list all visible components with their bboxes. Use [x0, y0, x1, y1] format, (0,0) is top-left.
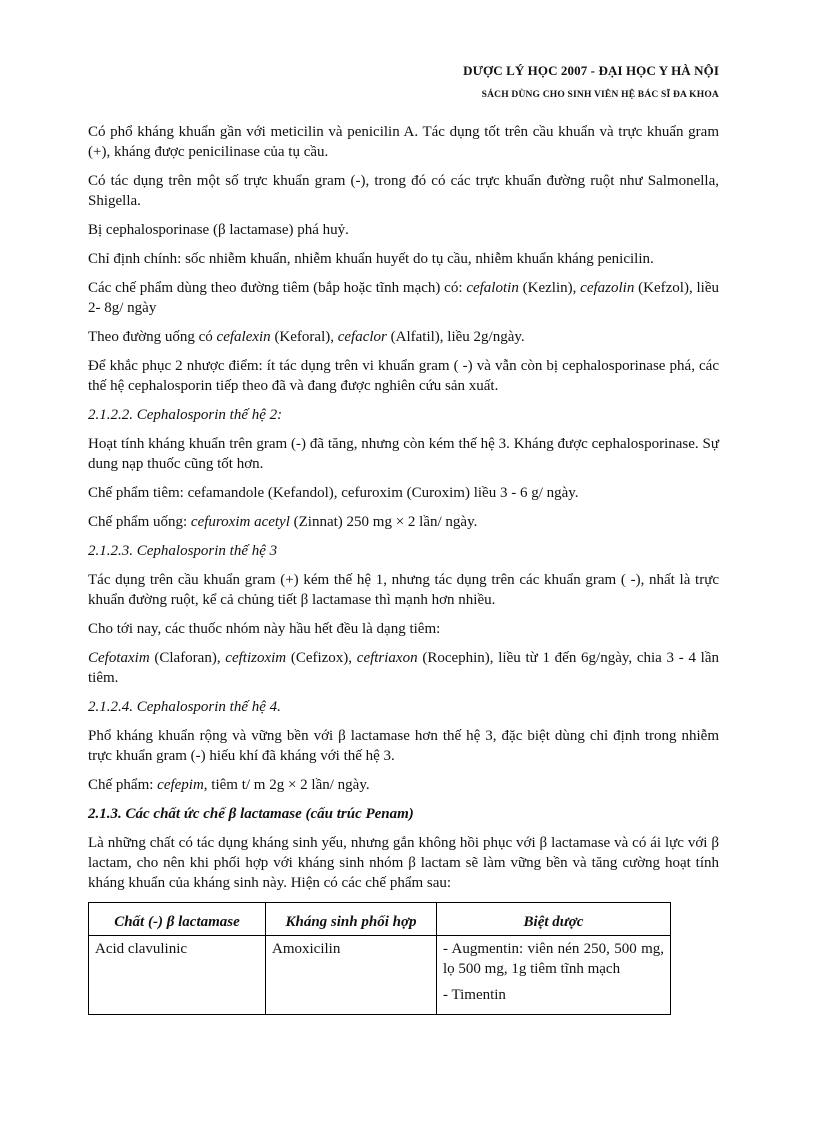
- drug-name: Cefotaxim: [88, 650, 150, 666]
- paragraph: Cho tới nay, các thuốc nhóm này hầu hết đều là dạng tiêm:: [88, 621, 441, 637]
- subsection-heading: 2.1.2.3. Cephalosporin thế hệ 3: [88, 543, 278, 559]
- paragraph: Hoạt tính kháng khuẩn trên gram (-) đã tăng, nhưng còn kém thế hệ 3. Kháng được cephalosporinase. Sự dung nạp thuốc cũng tốt hơn.: [88, 436, 719, 472]
- paragraph: Chế phẩm tiêm: cefamandole (Kefandol), cefuroxim (Curoxim) liều 3 - 6 g/ ngày.: [88, 485, 579, 501]
- paragraph: [88, 327, 719, 347]
- text: (Keforal),: [270, 329, 338, 345]
- paragraph: Tác dụng trên cầu khuẩn gram (+) kém thế hệ 1, nhưng tác dụng trên các khuẩn gram ( -), nhất là trực khuẩn đường ruột, kể cả chủng tiết β lactamase thì mạnh hơn nhiều.: [88, 572, 719, 608]
- text: (Kezlin),: [518, 280, 581, 296]
- section-heading: 2.1.3. Các chất ức chế β lactamase (cấu trúc Penam): [88, 806, 414, 822]
- column-header: Biệt dược: [437, 903, 671, 936]
- drug-name: cefaclor: [337, 329, 387, 345]
- paragraph: Chỉ định chính: sốc nhiễm khuẩn, nhiễm khuẩn huyết do tụ cầu, nhiễm khuẩn kháng penicilin.: [88, 251, 654, 267]
- drug-name: cefuroxim acetyl: [190, 514, 290, 530]
- column-header: Kháng sinh phối hợp: [266, 903, 437, 936]
- paragraph: [88, 648, 719, 688]
- drug-name: ceftriaxon: [356, 650, 418, 666]
- running-header-subtitle: SÁCH DÙNG CHO SINH VIÊN HỆ BÁC SĨ ĐA KHOA: [481, 90, 719, 100]
- text: (Kefzol), liều 2- 8g/ ngày: [88, 280, 719, 316]
- paragraph: Có phổ kháng khuẩn gần với meticilin và penicilin A. Tác dụng tốt trên cầu khuẩn và trực khuẩn gram (+), kháng được penicilinase của tụ cầu.: [88, 124, 719, 160]
- text: Theo đường uống có: [88, 329, 217, 345]
- paragraph: Có tác dụng trên một số trực khuẩn gram (-), trong đó có các trực khuẩn đường ruột như Salmonella, Shigella.: [88, 173, 719, 209]
- running-header-title: DƯỢC LÝ HỌC 2007 - ĐẠI HỌC Y HÀ NỘI: [463, 63, 719, 78]
- paragraph: [88, 278, 719, 318]
- drug-name: cefazolin: [580, 280, 635, 296]
- paragraph: Để khắc phục 2 nhược điểm: ít tác dụng trên vi khuẩn gram ( -) và vẫn còn bị cephalosporinase phá, các thế hệ cephalosporin tiếp theo đã và đang được nghiên cứu sản xuất.: [88, 358, 719, 394]
- text: (Claforan),: [149, 650, 226, 666]
- paragraph: [88, 512, 719, 532]
- text: (Cefizox),: [286, 650, 357, 666]
- table-cell: Acid clavulinic: [89, 936, 266, 1015]
- text: (Zinnat) 250 mg × 2 lần/ ngày.: [289, 514, 478, 530]
- paragraph: Là những chất có tác dụng kháng sinh yếu, nhưng gắn không hồi phục với β lactamase và có ái lực với β lactam, cho nên khi phối hợp với kháng sinh nhóm β lactam sẽ làm vững bền và tăng cường hoạt tính kháng khuẩn của kháng sinh này. Hiện có các chế phẩm sau:: [88, 835, 719, 891]
- page-content: [88, 122, 719, 1015]
- text: (Rocephin), liều từ 1 đến 6g/ngày, chia 3 - 4 lần tiêm.: [88, 650, 719, 686]
- drug-name: cefalexin: [216, 329, 271, 345]
- text: Các chế phẩm dùng theo đường tiêm (bắp hoặc tĩnh mạch) có:: [88, 280, 467, 296]
- table-cell: Amoxicilin: [266, 936, 437, 1015]
- table-cell: [437, 936, 671, 1015]
- text: , tiêm t/ m 2g × 2 lần/ ngày.: [203, 777, 370, 793]
- drug-name: ceftizoxim: [225, 650, 287, 666]
- subsection-heading: 2.1.2.2. Cephalosporin thế hệ 2:: [88, 407, 283, 423]
- drug-name: cefalotin: [466, 280, 519, 296]
- paragraph: [88, 775, 719, 795]
- text: (Alfatil), liều 2g/ngày.: [386, 329, 525, 345]
- table-header-row: [89, 903, 671, 936]
- paragraph: Phổ kháng khuẩn rộng và vững bền với β lactamase hơn thế hệ 3, đặc biệt dùng chỉ định trong nhiễm trực khuẩn gram (-) hiếu khí đã kháng với thế hệ 3.: [88, 728, 719, 764]
- text: Chế phẩm:: [88, 777, 158, 793]
- table-row: [89, 936, 671, 1015]
- column-header: Chất (-) β lactamase: [89, 903, 266, 936]
- inhibitor-table: [88, 902, 671, 1015]
- subsection-heading: 2.1.2.4. Cephalosporin thế hệ 4.: [88, 699, 281, 715]
- cell-line: - Augmentin: viên nén 250, 500 mg, lọ 500 mg, 1g tiêm tĩnh mạch: [443, 941, 664, 977]
- cell-line: - Timentin: [443, 987, 506, 1003]
- paragraph: Bị cephalosporinase (β lactamase) phá huỷ.: [88, 222, 349, 238]
- text: Chế phẩm uống:: [88, 514, 191, 530]
- drug-name: cefepim: [157, 777, 204, 793]
